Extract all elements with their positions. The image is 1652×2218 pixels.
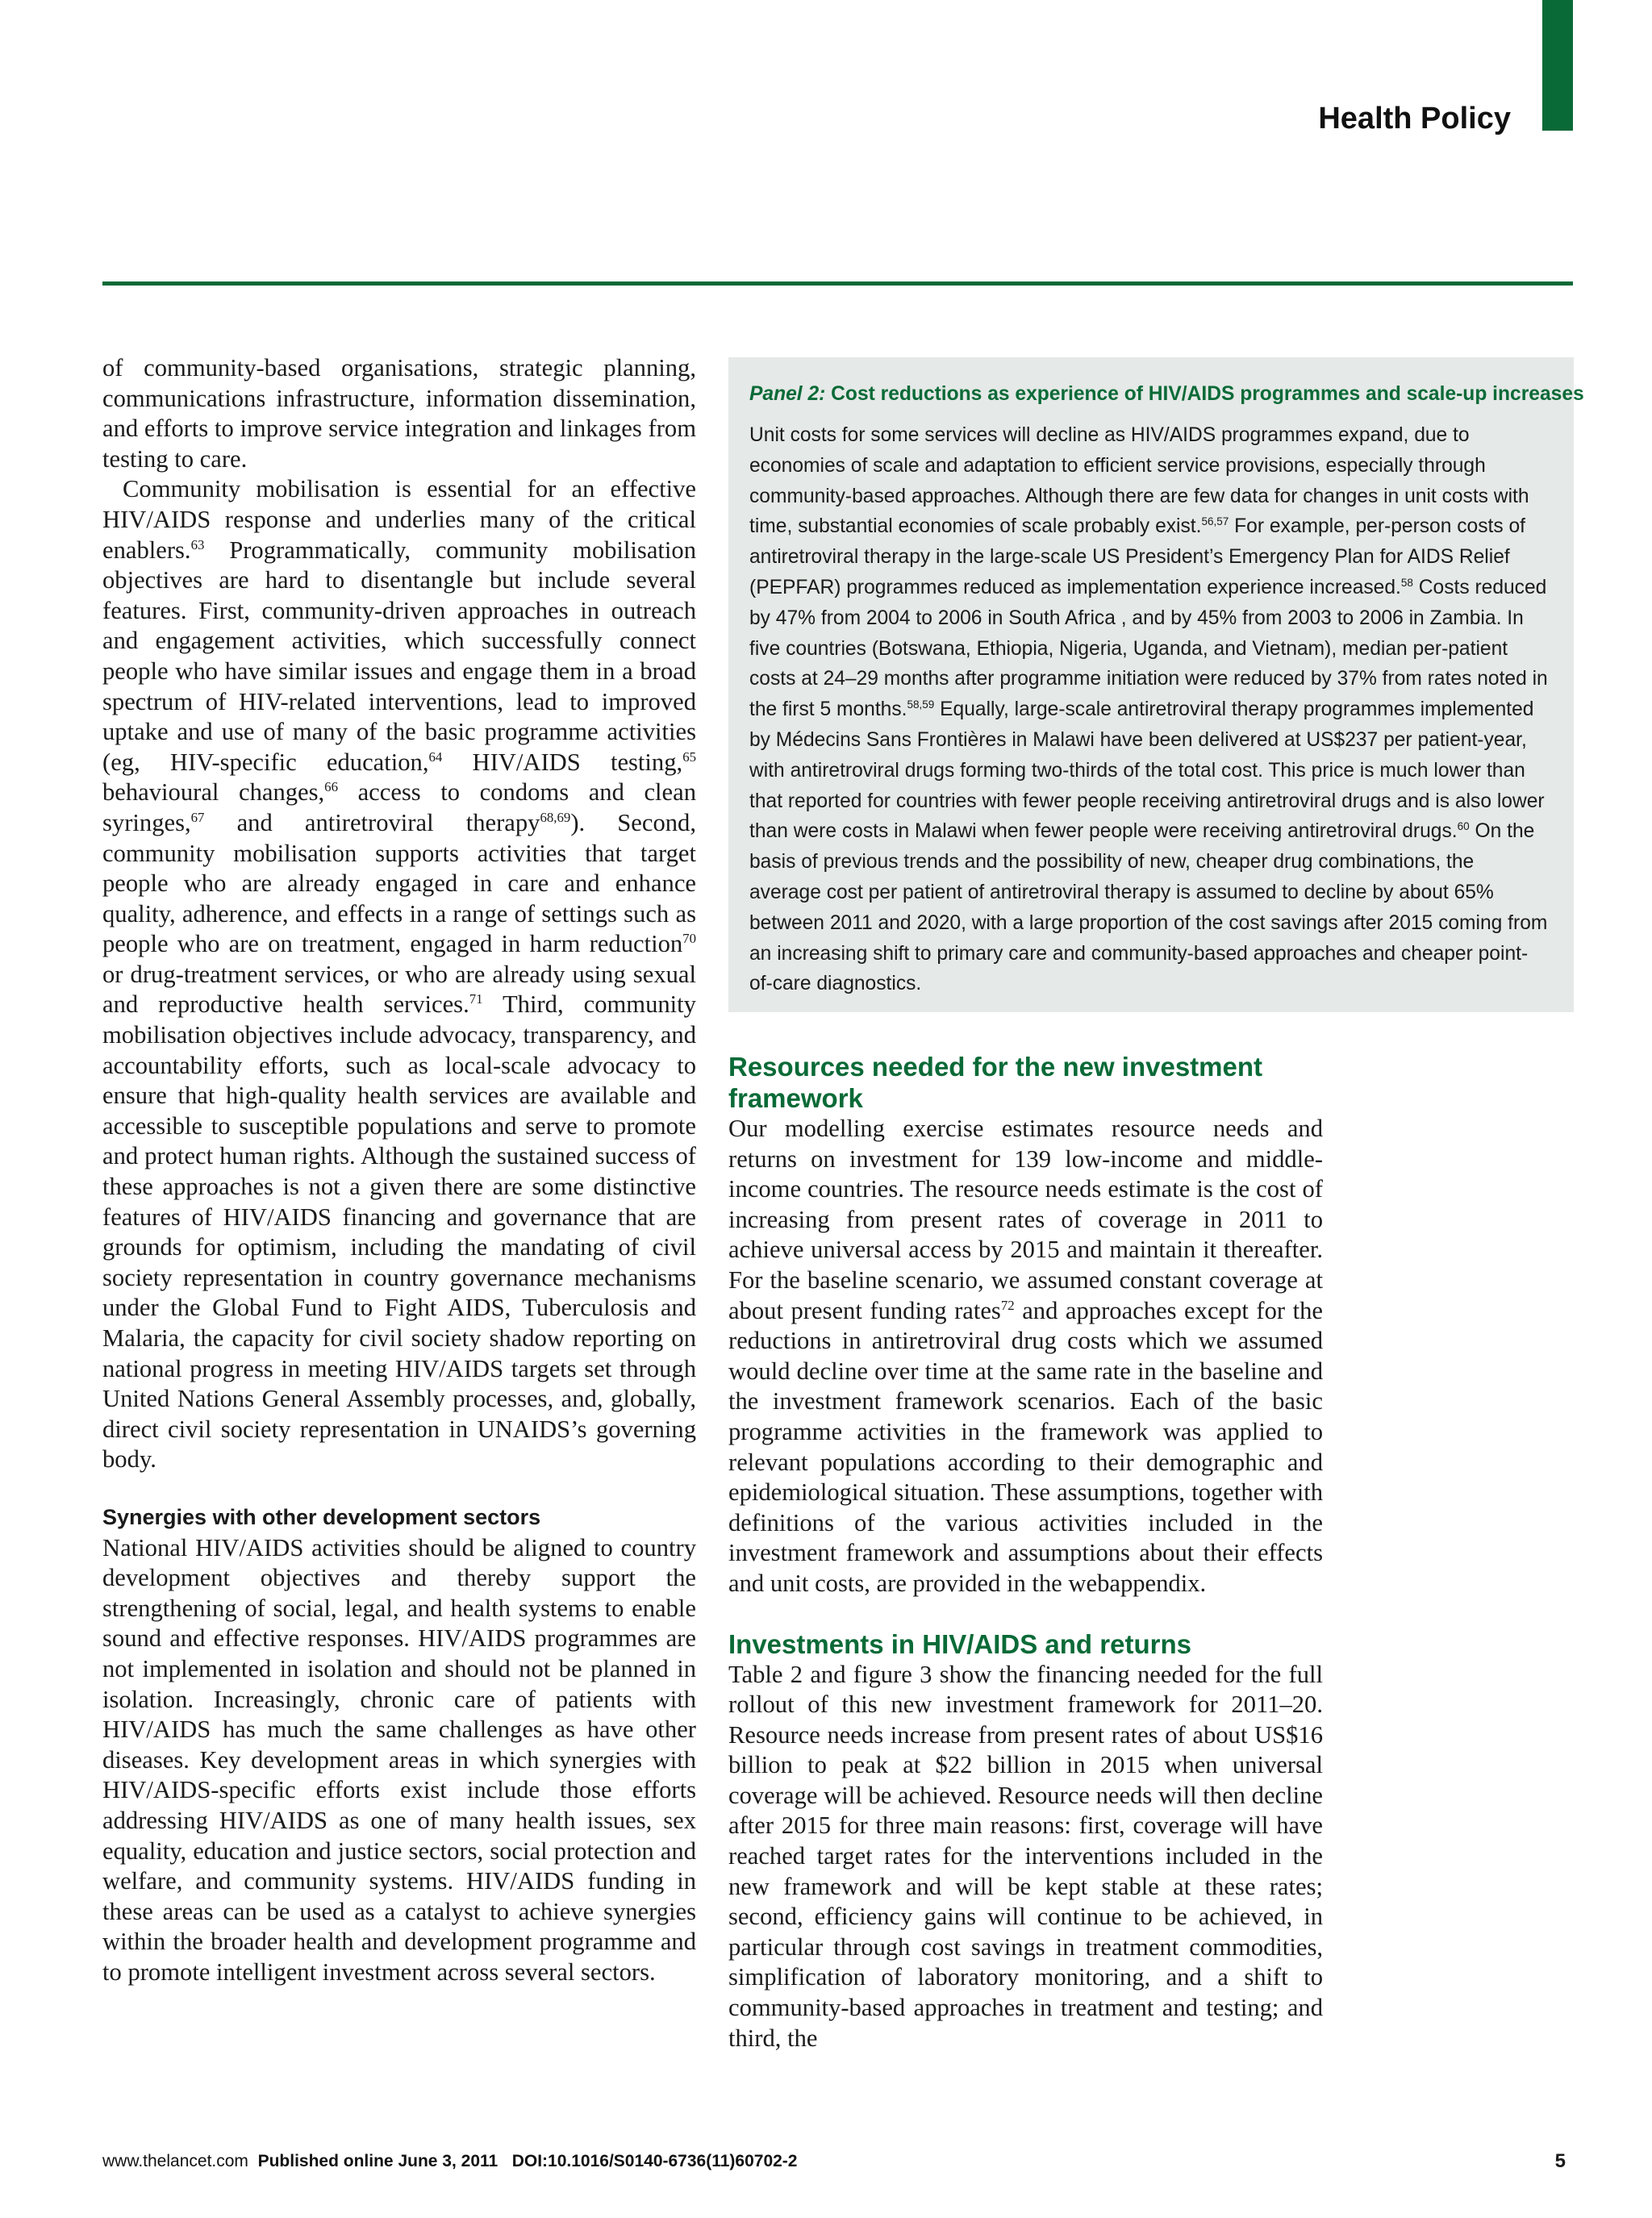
panel-2-box bbox=[728, 357, 1584, 1012]
header-rule bbox=[102, 281, 1573, 286]
panel-title: Panel 2: Cost reductions as experience of HIV/AIDS programmes and scale-up increases bbox=[749, 383, 1584, 405]
citation: 64 bbox=[428, 748, 443, 765]
journal-link[interactable]: www.thelancet.com bbox=[102, 2152, 248, 2170]
footer bbox=[102, 2152, 797, 2171]
citation: 67 bbox=[190, 809, 205, 825]
paragraph-community-mobilisation: Community mobilisation is essential for an effective HIV/AIDS response and underlies many of the critical enablers.$^{63}$ Programmatically, community mobilisation objectives are hard to disentangle but include several features. First, community-driven approaches in outreach and engagement activities, which successfully connect people who have similar issues and engage them in a broad spectrum of HIV-related interventions, lead to improved uptake and use of many of the basic programme activities (eg, HIV-specific education,$^{64}$ HIV/AIDS testing,$^{65}$ behavioural changes,$^{66}$ access to condoms and clean syringes,$^{67}$ and antiretroviral therapy$^{68,69}$). Second, community mobilisation supports activities that target people who are already engaged in care and enhance quality, adherence, and effects in a range of settings such as people who are on treatment, engaged in harm reduction$^{70}$ or drug-treatment services, or who are already using sexual and reproductive health services.$^{71}$ Third, community mobilisation objectives include advocacy, transparency, and accountability efforts, such as local-scale advocacy to ensure that high-quality health services are available and accessible to susceptible populations and serve to promote and protect human rights. Although the sustained success of these approaches is not a given there are some distinctive features of HIV/AIDS financing and governance that are grounds for optimism, including the mandating of civil society representation in country governance mechanisms under the Global Fund to Fight AIDS, Tuberculosis and Malaria, the capacity for civil society shadow reporting on national progress in meeting HIV/AIDS targets set through United Nations General Assembly processes, and, globally, direct civil society representation in UNAIDS’s governing body. bbox=[102, 475, 697, 1474]
paragraph-synergies: National HIV/AIDS activities should be aligned to country development objectives and thereby support the strengthening of social, legal, and health systems to enable sound and effective responses. HIV/AIDS programmes are not implemented in isolation and should not be planned in isolation. Increasingly, chronic care of patients with HIV/AIDS has much the same challenges as have other diseases. Key development areas in which synergies with HIV/AIDS-specific efforts exist include those efforts addressing HIV/AIDS as one of many health issues, sex equality, education and justice sectors, social protection and welfare, and community systems. HIV/AIDS funding in these areas can be used as a catalyst to achieve synergies within the broader health and development programme and to promote intelligent investment across several sectors. bbox=[102, 1533, 696, 1986]
citation: 70 bbox=[682, 931, 696, 947]
citation: 65 bbox=[682, 748, 697, 765]
page-number: 5 bbox=[1554, 2150, 1566, 2172]
citation: 58 bbox=[1400, 576, 1413, 589]
heading-investments: Investments in HIV/AIDS and returns bbox=[728, 1628, 1191, 1659]
header-accent-bar bbox=[1542, 0, 1573, 131]
right-column bbox=[728, 1051, 1323, 2053]
citation: 71 bbox=[469, 991, 483, 1007]
paragraph-resources: Our modelling exercise estimates resource needs and returns on investment for 139 low-income and middle-income countries. The resource needs estimate is the cost of increasing from present rates of coverage in 2011 to achieve universal access by 2015 and maintain it thereafter. For the baseline scenario, we assumed constant coverage at about present funding rates$^{72}$ and approaches except for the reductions in antiretroviral drug costs which we assumed would decline over time at the same rate in the baseline and the investment framework scenarios. Each of the basic programme activities in the framework was applied to relevant populations according to their demographic and epidemiological situation. These assumptions, together with definitions of the various activities included in the investment framework and assumptions about their effects and unit costs, are provided in the webappendix. bbox=[728, 1115, 1323, 1597]
section-label: Health Policy bbox=[1318, 102, 1511, 135]
citation: 60 bbox=[1457, 820, 1470, 833]
panel-body: Unit costs for some services will decline as HIV/AIDS programmes expand, due to economies of scale and adaptation to efficient service provisions, especially through community-based approaches. Although there are few data for changes in unit costs with time, substantial economies of scale probably exist.$^{56,57}$ For example, per-person costs of antiretroviral therapy in the large-scale US President’s Emergency Plan for AIDS Relief (PEPFAR) programmes reduced as implementation experience increased.$^{58}$ Costs reduced by 47% from 2004 to 2006 in South Africa , and by 45% from 2003 to 2006 in Zambia. In five countries (Botswana, Ethiopia, Nigeria, Uganda, and Vietnam), median per-patient costs at 24–29 months after programme initiation were reduced by 37% from rates noted in the first 5 months.$^{58,59}$ Equally, large-scale antiretroviral therapy programmes implemented by Médecins Sans Frontières in Malawi have been delivered at US$237 per patient-year, with antiretroviral drugs forming two-thirds of the total cost. This price is much lower than that reported for countries with fewer people receiving antiretroviral drugs and is also lower than were costs in Malawi when fewer people were receiving antiretroviral drugs.$^{60}$ On the basis of previous trends and the possibility of new, cheaper drug combinations, the average cost per patient of antiretroviral therapy is assumed to decline by about 65% between 2011 and 2020, with a large proportion of the cost savings after 2015 coming from an increasing shift to primary care and community-based approaches and cheaper point-of-care diagnostics. bbox=[749, 424, 1548, 995]
published-date: Published online June 3, 2011 bbox=[257, 2152, 499, 2170]
citation: 68,69 bbox=[540, 809, 571, 825]
paragraph: of community-based organisations, strategic planning, communications infrastructure, information dissemination, and efforts to improve service integration and linkages from testing to care. bbox=[102, 354, 696, 473]
citation: 58,59 bbox=[907, 698, 935, 711]
paragraph-investments: Table 2 and figure 3 show the financing needed for the full rollout of this new investment framework for 2011–20. Resource needs increase from present rates of about US$16 billion to peak at $22 billion in 2015 when universal coverage will be achieved. Resource needs will then decline after 2015 for three main reasons: first, coverage will have reached target rates for the interventions included in the new framework and will be kept stable at these rates; second, efficiency gains will continue to be achieved, in particular through cost savings in treatment commodities, simplification of laboratory monitoring, and a shift to community-based approaches in treatment and testing; and third, the bbox=[728, 1660, 1323, 2052]
heading-resources-needed: Resources needed for the new investment framework bbox=[728, 1052, 1263, 1113]
citation: 66 bbox=[324, 779, 338, 795]
doi: DOI:10.1016/S0140-6736(11)60702-2 bbox=[511, 2152, 798, 2170]
citation: 72 bbox=[1000, 1297, 1015, 1313]
left-column bbox=[102, 353, 696, 1987]
subheading-synergies: Synergies with other development sectors bbox=[102, 1504, 541, 1529]
citation: 56,57 bbox=[1201, 515, 1229, 528]
citation: 63 bbox=[190, 536, 205, 552]
